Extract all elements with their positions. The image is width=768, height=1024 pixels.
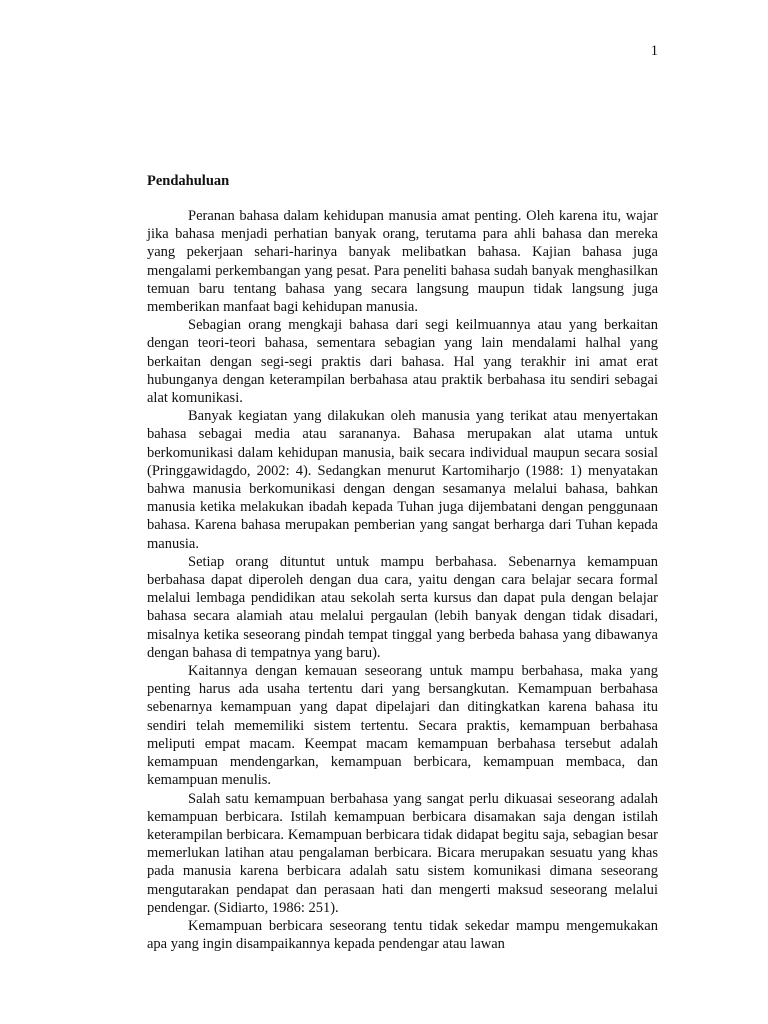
paragraph-6: Salah satu kemampuan berbahasa yang sangat perlu dikuasai seseorang adalah kemampuan berbicara. Istilah kemampuan berbicara disamakan saja dengan istilah keterampilan berbicara. Kemampuan berbicara tidak didapat begitu saja, sebagian besar memerlukan latihan atau pengalaman berbicara. Bicara merupakan sesuatu yang khas pada manusia karena berbicara adalah satu sistem komunikasi dimana seseorang mengutarakan pendapat dan perasaan hati dan mengerti maksud seseorang melalui pendengar. (Sidiarto, 1986: 251). <box>147 790 658 916</box>
paragraph-4: Setiap orang dituntut untuk mampu berbahasa. Sebenarnya kemampuan berbahasa dapat diperoleh dengan dua cara, yaitu dengan cara belajar secara formal melalui lembaga pendidikan atau sekolah serta kursus dan dapat pula dengan belajar bahasa secara alamiah atau melalui pergaulan (lebih banyak dengan tidak disadari, misalnya ketika seseorang pindah tempat tinggal yang berbeda bahasa yang dibawanya dengan bahasa di tempatnya yang baru). <box>147 553 658 661</box>
page-number: 1 <box>650 43 658 59</box>
paragraph-5: Kaitannya dengan kemauan seseorang untuk mampu berbahasa, maka yang penting harus ada usaha tertentu dari yang bersangkutan. Kemampuan berbahasa sebenarnya kemampuan yang dapat dipelajari dan ditingkatkan karena bahasa itu sendiri telah mememiliki sistem tertentu. Secara praktis, kemampuan berbahasa meliputi empat macam. Keempat macam kemampuan berbahasa tersebut adalah kemampuan mendengarkan, kemampuan berbicara, kemampuan membaca, dan kemampuan menulis. <box>147 663 658 789</box>
paragraph-1: Peranan bahasa dalam kehidupan manusia amat penting. Oleh karena itu, wajar jika bahasa menjadi perhatian banyak orang, terutama para ahli bahasa dan mereka yang pekerjaan sehari-harinya banyak melibatkan bahasa. Kajian bahasa juga mengalami perkembangan yang pesat. Para peneliti bahasa sudah banyak menghasilkan temuan baru tentang bahasa yang secara langsung maupun tidak langsung juga memberikan manfaat bagi kehidupan manusia. <box>147 208 658 316</box>
body-text <box>147 207 658 953</box>
paragraph-3: Banyak kegiatan yang dilakukan oleh manusia yang terikat atau menyertakan bahasa sebagai media atau sarananya. Bahasa merupakan alat utama untuk berkomunikasi dalam kehidupan manusia, baik secara individual maupun secara sosial (Pringgawidagdo, 2002: 4). Sedangkan menurut Kartomiharjo (1988: 1) menyatakan bahwa manusia berkomunikasi dengan dengan sesamanya melalui bahasa, bahkan manusia ketika melakukan ibadah kepada Tuhan juga dijembatani dengan penggunaan bahasa. Karena bahasa merupakan pemberian yang sangat berharga dari Tuhan kepada manusia. <box>147 408 658 552</box>
section-heading: Pendahuluan <box>147 173 230 189</box>
paragraph-2: Sebagian orang mengkaji bahasa dari segi keilmuannya atau yang berkaitan dengan teori-teori bahasa, sementara sebagian yang lain mendalami halhal yang berkaitan dengan segi-segi praktis dari bahasa. Hal yang terakhir ini amat erat hubunganya dengan keterampilan berbahasa atau praktik berbahasa itu sendiri sebagai alat komunikasi. <box>147 317 658 407</box>
paragraph-7: Kemampuan berbicara seseorang tentu tidak sekedar mampu mengemukakan apa yang ingin disampaikannya kepada pendengar atau lawan <box>147 917 658 953</box>
